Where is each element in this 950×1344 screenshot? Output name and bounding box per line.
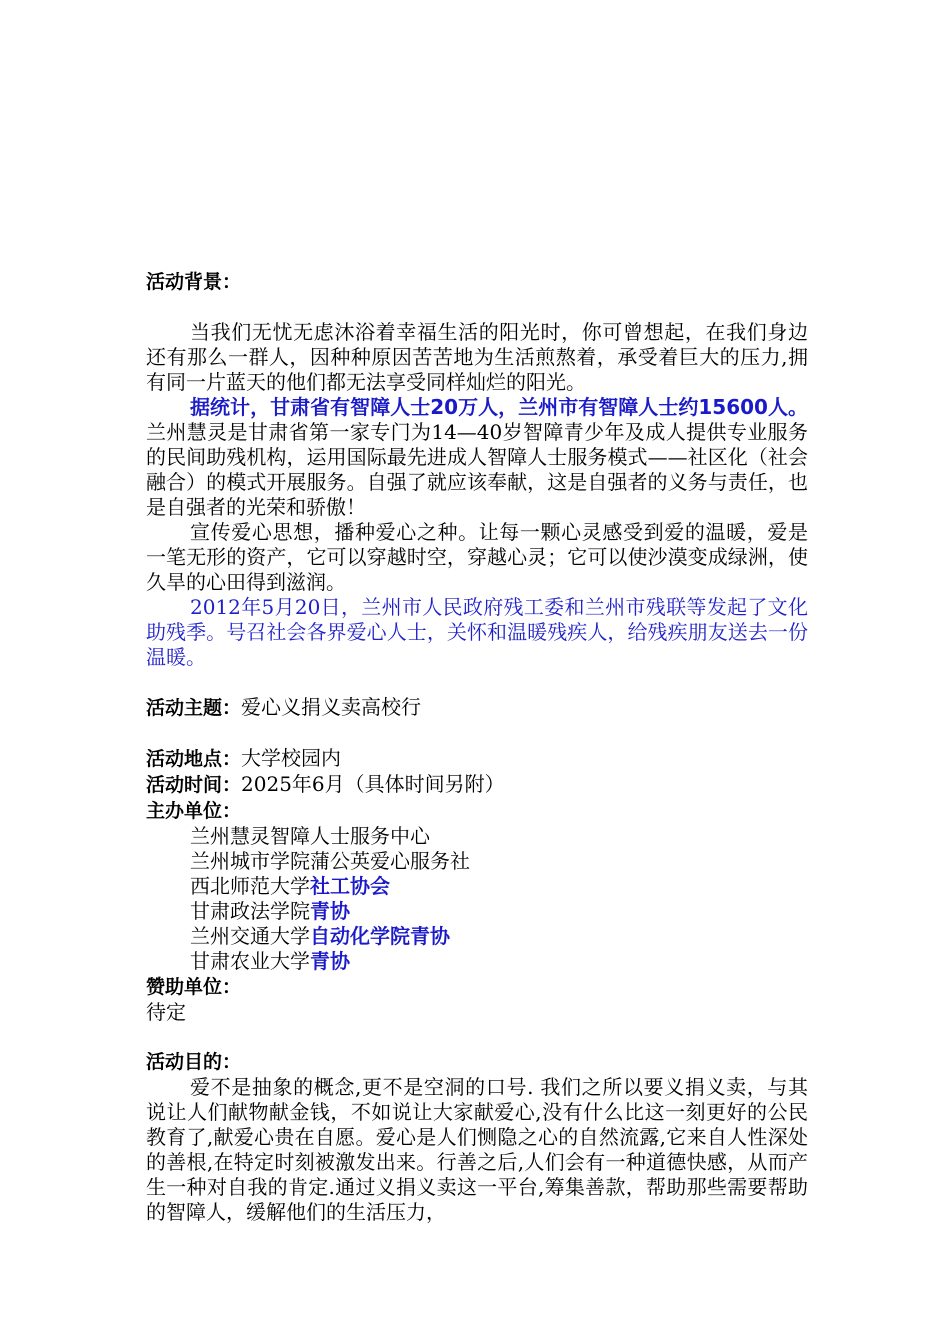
organizer-item [146, 874, 808, 899]
location-label: 活动地点： [146, 748, 242, 770]
organizer-item [146, 849, 808, 874]
organizer-dept: 青协 [310, 949, 350, 973]
background-paragraph-2 [146, 395, 808, 520]
theme-value: 爱心义捐义卖高校行 [241, 695, 422, 719]
organizers-label: 主办单位： [146, 800, 242, 822]
organizer-dept: 自动化学院青协 [310, 924, 450, 948]
statistics-highlight: 据统计，甘肃省有智障人士20万人，兰州市有智障人士约15600人。 [190, 395, 808, 419]
huiling-description: 兰州慧灵是甘肃省第一家专门为14—40岁智障青少年及成人提供专业服务的民间助残机构，运用国际最先进成人智障人士服务模式——社区化（社会融合）的模式开展服务。自强了就应该奉献，这是自强者的义务与责任，也是自强者的光荣和骄傲！ [146, 420, 808, 519]
time-row [146, 772, 808, 798]
organizer-name: 兰州慧灵智障人士服务中心 [190, 824, 430, 848]
background-paragraph-1: 当我们无忧无虑沐浴着幸福生活的阳光时，你可曾想起，在我们身边还有那么一群人，因种种原因苦苦地为生活煎熬着，承受着巨大的压力,拥有同一片蓝天的他们都无法享受同样灿烂的阳光。 [146, 320, 808, 394]
background-paragraph-3: 宣传爱心思想，播种爱心之种。让每一颗心灵感受到爱的温暖，爱是一笔无形的资产，它可以穿越时空，穿越心灵；它可以使沙漠变成绿洲，使久旱的心田得到滋润。 [146, 520, 808, 594]
organizer-item [146, 949, 808, 974]
purpose-heading: 活动目的： [146, 1051, 242, 1073]
purpose-paragraph-1: 爱不是抽象的概念,更不是空洞的口号. 我们之所以要义捐义卖，与其说让人们献物献金钱，不如说让大家献爱心,没有什么比这一刻更好的公民教育了,献爱心贵在自愿。爱心是人们恻隐之心的自然流露,它来自人性深处的善根,在特定时刻被激发出来。行善之后,人们会有一种道德快感，从而产生一种对自我的肯定.通过义捐义卖这一平台,筹集善款，帮助那些需要帮助的智障人，缓解他们的生活压力， [146, 1075, 808, 1224]
background-paragraph-4: 2012年5月20日，兰州市人民政府残工委和兰州市残联等发起了文化助残季。号召社会各界爱心人士，关怀和温暖残疾人，给残疾朋友送去一份温暖。 [146, 595, 808, 669]
organizer-name: 兰州交通大学 [190, 924, 310, 948]
organizer-name: 兰州城市学院蒲公英爱心服务社 [190, 849, 470, 873]
organizer-item [146, 824, 808, 849]
organizer-name: 甘肃政法学院 [190, 899, 310, 923]
organizer-dept: 青协 [310, 899, 350, 923]
location-row [146, 746, 808, 772]
sponsors-label: 赞助单位： [146, 976, 242, 998]
sponsors-row [146, 974, 808, 1000]
theme-row [146, 695, 808, 721]
organizer-name: 甘肃农业大学 [190, 949, 310, 973]
organizer-item [146, 899, 808, 924]
organizer-item [146, 924, 808, 949]
document-body [146, 270, 808, 1225]
location-value: 大学校园内 [241, 746, 342, 770]
time-label: 活动时间： [146, 774, 242, 796]
organizer-dept: 社工协会 [310, 874, 390, 898]
organizers-row [146, 798, 808, 824]
theme-label: 活动主题： [146, 697, 242, 719]
sponsors-value: 待定 [146, 1000, 186, 1024]
organizer-name: 西北师范大学 [190, 874, 310, 898]
time-value: 2025年6月（具体时间另附） [241, 772, 505, 796]
background-heading: 活动背景： [146, 271, 242, 293]
